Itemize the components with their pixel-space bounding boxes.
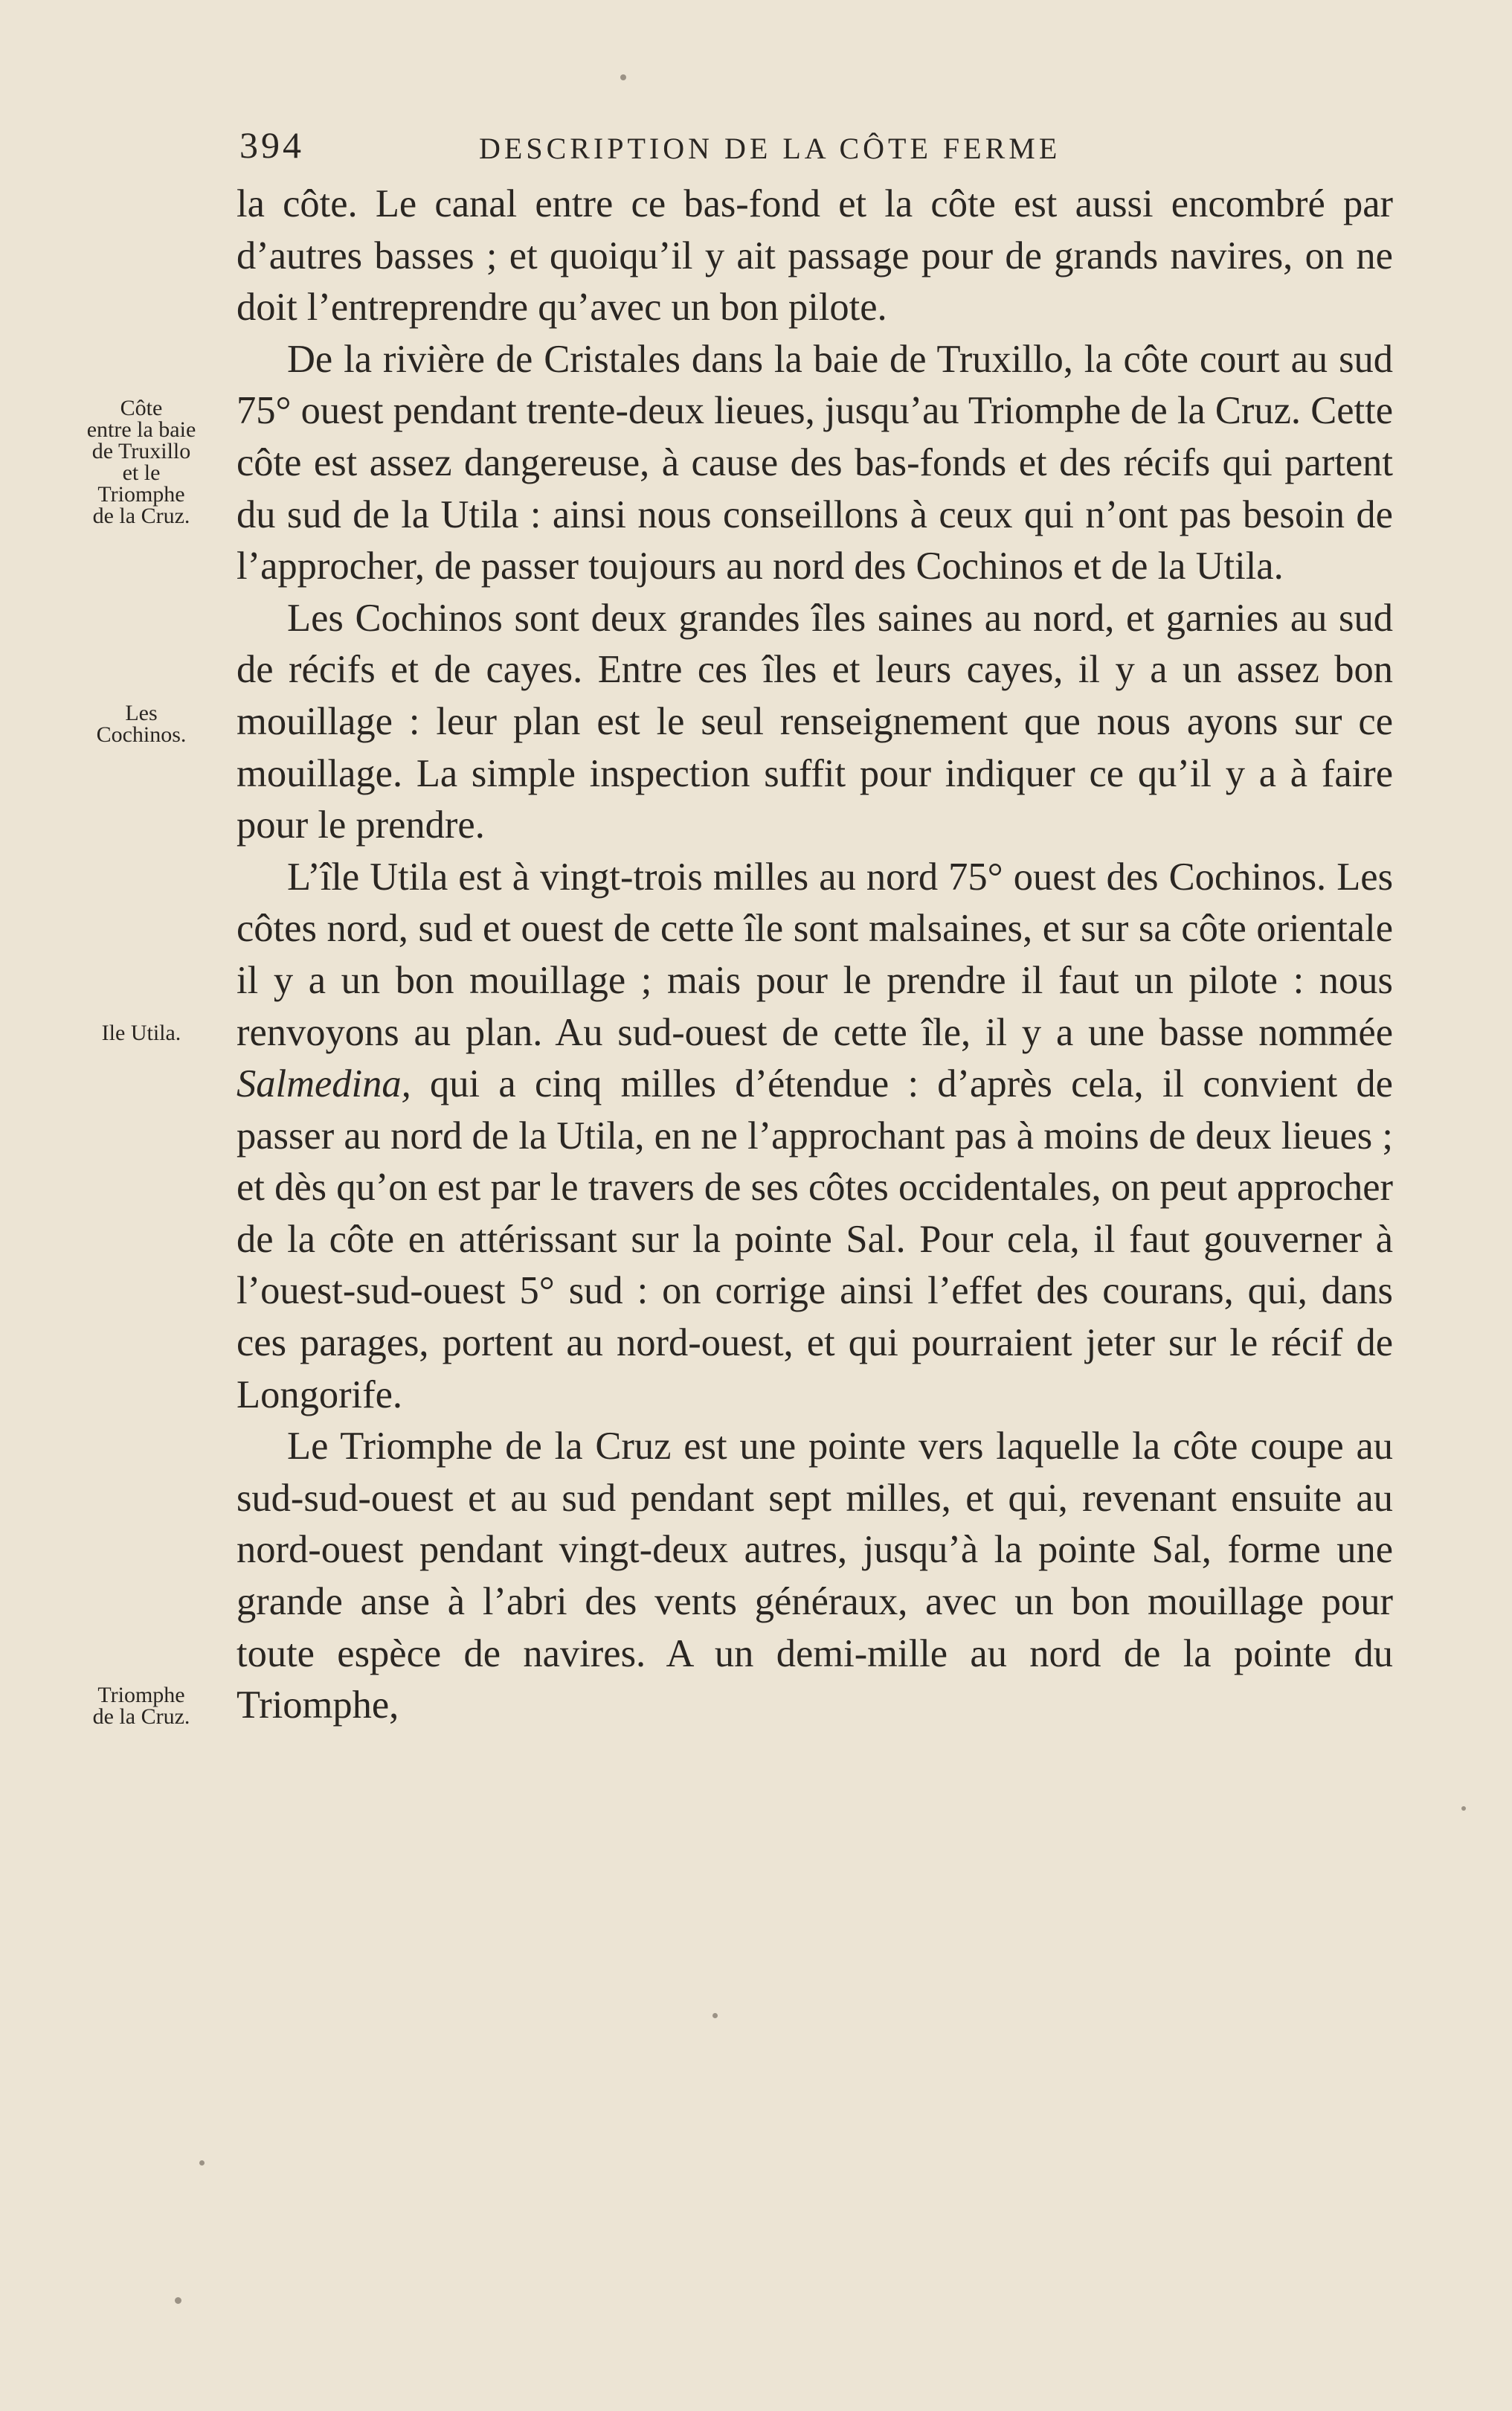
page-number: 394: [239, 124, 304, 166]
paragraph-4: [237, 852, 1393, 1422]
margin-note-ile-utila: Ile Utila.: [101, 1021, 181, 1045]
basse-name-salmedina: Salmedina,: [237, 1062, 411, 1106]
paper-speck: [199, 2160, 205, 2166]
paragraph-5: Le Triomphe de la Cruz est une pointe vers laquelle la côte coupe au sud-sud-ouest et au sud pendant sept milles, et qui, revenant ensuite au nord-ouest pendant vingt-deux autres, jusqu’à la pointe Sal, forme une grande anse à l’abri des vents généraux, avec un bon mouillage pour toute espèce de navires. A un demi-mille au nord de la pointe du Triomphe,: [237, 1425, 1393, 1727]
paragraph-1: la côte. Le canal entre ce bas-fond et la côte est aussi encombré par d’autres basses ; et quoiqu’il y ait passage pour de grands navires, on ne doit l’entreprendre qu’avec un bon pilote.: [237, 182, 1393, 330]
paragraph-3: Les Cochinos sont deux grandes îles saines au nord, et garnies au sud de récifs et de cayes. Entre ces îles et leurs cayes, il y a un assez bon mouillage : leur plan est le seul renseignement que nous ayons sur ce mouillage. La simple inspection suffit pour indiquer ce qu’il y a à faire pour le prendre.: [237, 596, 1393, 847]
paper-speck: [175, 2297, 181, 2304]
body-text: [237, 179, 1393, 1732]
running-head: DESCRIPTION DE LA CÔTE FERME: [479, 132, 1061, 165]
page-header: [239, 123, 1392, 168]
paragraph-2: De la rivière de Cristales dans la baie de Truxillo, la côte court au sud 75° ouest pendant trente-deux lieues, jusqu’au Triomphe de la Cruz. Cette côte est assez dangereuse, à cause des bas-fonds et des récifs qui partent du sud de la Utila : ainsi nous conseillons à ceux qui n’ont pas besoin de l’approcher, de passer toujours au nord des Cochinos et de la Utila.: [237, 337, 1393, 588]
paper-speck: [712, 2013, 718, 2018]
paragraph-4-part-2: qui a cinq milles d’étendue : d’après cela, il convient de passer au nord de la Utila, en ne l’approchant pas à moins de deux lieues ; et dès qu’on est par le travers de ses côtes occidentales, on peut approcher de la côte en attérissant sur la pointe Sal. Pour cela, il faut gouverner à l’ouest-sud-ouest 5° sud : on corrige ainsi l’effet des courans, qui, dans ces parages, portent au nord-ouest, et qui pourraient jeter sur le récif de Longorife.: [237, 1062, 1393, 1416]
margin-note-triomphe: Triomphe de la Cruz.: [92, 1683, 190, 1729]
margin-note-cochinos: Les Cochinos.: [96, 701, 187, 747]
paper-speck: [1461, 1806, 1466, 1811]
margin-note-cote-entre: Côte entre la baie de Truxillo et le Triomphe de la Cruz.: [86, 396, 196, 528]
paper-speck: [620, 74, 626, 80]
paragraph-4-part-1: L’île Utila est à vingt-trois milles au nord 75° ouest des Cochinos. Les côtes nord, sud et ouest de cette île sont malsaines, et sur sa côte orientale il y a un bon mouillage ; mais pour le prendre il faut un pilote : nous renvoyons au plan. Au sud-ouest de cette île, il y a une basse nommée: [237, 855, 1393, 1054]
